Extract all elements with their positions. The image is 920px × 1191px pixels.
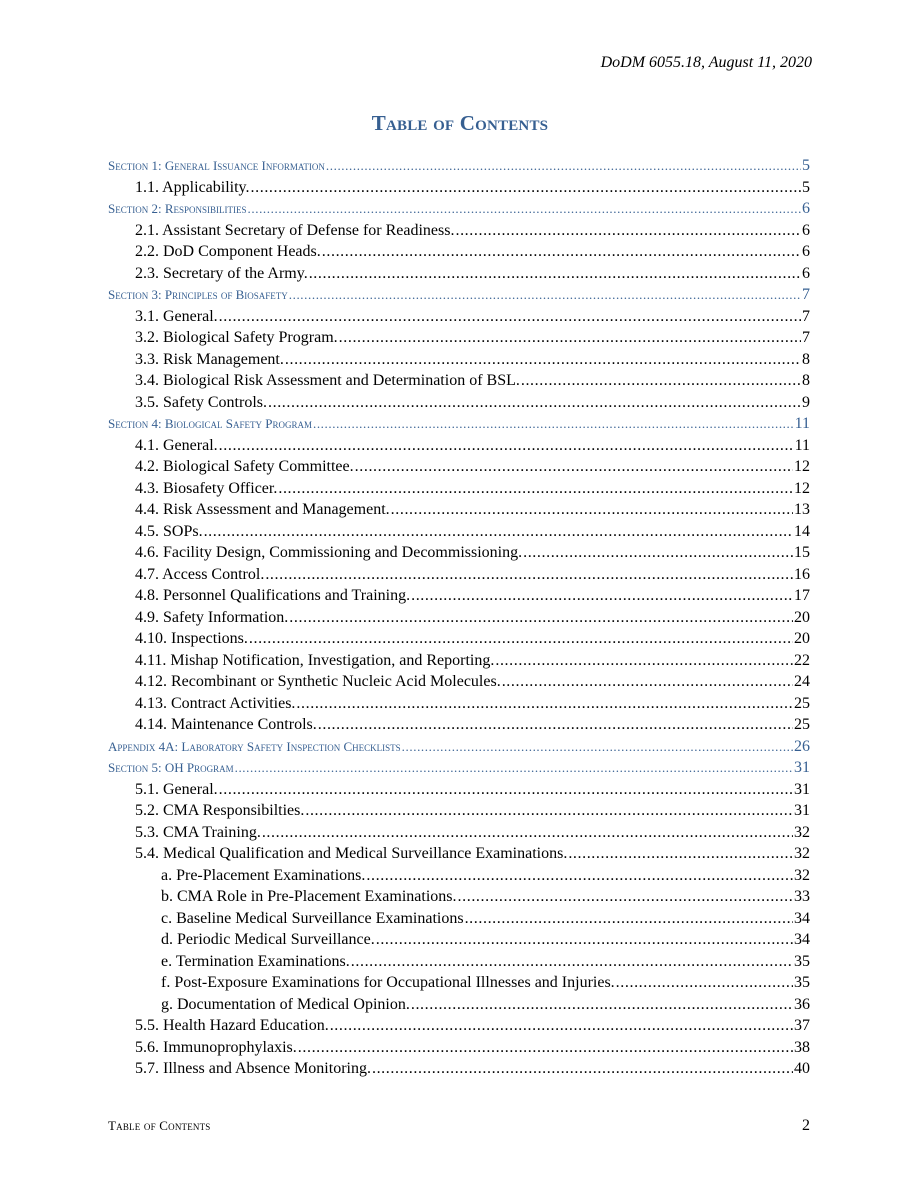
toc-entry-page: 25 xyxy=(794,716,810,733)
toc-entry-label: Section 1: General Issuance Information xyxy=(108,158,325,173)
toc-leader-dots xyxy=(495,650,793,672)
toc-entry-page: 31 xyxy=(794,802,810,819)
toc-entry-page: 36 xyxy=(794,995,810,1013)
toc-leader-dots xyxy=(568,843,793,865)
toc-entry-page: 6 xyxy=(802,264,810,282)
toc-leader-dots xyxy=(289,607,793,629)
toc-entry-page: 32 xyxy=(794,866,810,884)
toc-leader-dots xyxy=(219,435,794,457)
toc-entry-label: 2.3. Secretary of the Army. xyxy=(135,264,308,282)
toc-entry-page: 16 xyxy=(794,565,810,583)
toc-entry-page: 31 xyxy=(794,759,810,776)
toc-entry-page: 20 xyxy=(794,630,810,647)
toc-entry-label: 4.7. Access Control. xyxy=(135,565,265,583)
toc-entry-page: 11 xyxy=(794,436,810,454)
toc-entry-page: 6 xyxy=(802,243,810,260)
toc-entry-page: 9 xyxy=(802,393,810,411)
toc-entry-page: 22 xyxy=(794,651,810,669)
toc-subsection-entry[interactable] xyxy=(108,1058,810,1080)
toc-leader-dots xyxy=(219,306,801,328)
toc-leader-dots xyxy=(309,263,801,285)
toc-entry-page: 24 xyxy=(794,673,810,690)
toc-section-entry[interactable] xyxy=(108,736,810,758)
toc-entry-label: b. CMA Role in Pre-Placement Examinations. xyxy=(161,888,457,905)
toc-subsection-entry[interactable] xyxy=(108,585,810,607)
toc-entry-label: g. Documentation of Medical Opinion. xyxy=(161,995,410,1013)
toc-entry-page: 7 xyxy=(802,329,810,346)
toc-entry-label: 4.13. Contract Activities. xyxy=(135,694,296,712)
toc-subsection-entry[interactable] xyxy=(108,177,810,199)
toc-subsection-entry[interactable] xyxy=(108,822,810,844)
toc-entry-page: 7 xyxy=(802,307,810,325)
toc-entry-label: 2.1. Assistant Secretary of Defense for Readiness. xyxy=(135,221,455,239)
toc-item-entry[interactable] xyxy=(108,929,810,951)
toc-leader-dots xyxy=(366,865,793,887)
toc-leader-dots xyxy=(265,564,793,586)
toc-leader-dots xyxy=(251,177,801,199)
toc-leader-dots xyxy=(355,456,793,478)
toc-entry-label: a. Pre-Placement Examinations. xyxy=(161,866,366,884)
toc-entry-page: 40 xyxy=(794,1060,810,1077)
toc-entry-page: 35 xyxy=(794,952,810,970)
toc-section-entry[interactable] xyxy=(108,413,810,435)
toc-entry-label: 4.4. Risk Assessment and Management. xyxy=(135,501,390,518)
toc-item-entry[interactable] xyxy=(108,908,810,930)
toc-leader-dots xyxy=(322,241,801,263)
toc-entry-label: 5.6. Immunoprophylaxis. xyxy=(135,1038,297,1056)
toc-item-entry[interactable] xyxy=(108,886,810,908)
toc-entry-label: 4.14. Maintenance Controls. xyxy=(135,716,317,733)
toc-leader-dots xyxy=(521,370,801,392)
toc-entry-label: 3.1. General. xyxy=(135,307,218,325)
toc-leader-dots xyxy=(278,478,793,500)
toc-section-entry[interactable] xyxy=(108,155,810,177)
toc-entry-label: 4.6. Facility Design, Commissioning and Decommissioning. xyxy=(135,544,523,561)
toc-leader-dots xyxy=(235,757,793,779)
toc-subsection-entry[interactable] xyxy=(108,1037,810,1059)
toc-entry-label: f. Post-Exposure Examinations for Occupational Illnesses and Injuries. xyxy=(161,974,615,991)
toc-leader-dots xyxy=(298,1037,793,1059)
toc-leader-dots xyxy=(458,886,793,908)
toc-leader-dots xyxy=(616,972,793,994)
toc-entry-page: 32 xyxy=(794,845,810,862)
toc-leader-dots xyxy=(411,585,793,607)
toc-subsection-entry[interactable] xyxy=(108,714,810,736)
toc-entry-label: 5.1. General. xyxy=(135,780,218,798)
toc-entry-label: 5.7. Illness and Absence Monitoring. xyxy=(135,1060,371,1077)
toc-leader-dots xyxy=(330,1015,793,1037)
toc-entry-page: 12 xyxy=(794,458,810,475)
toc-leader-dots xyxy=(318,714,793,736)
toc-subsection-entry[interactable] xyxy=(108,564,810,586)
toc-entry-label: 1.1. Applicability. xyxy=(135,178,250,196)
toc-subsection-entry[interactable] xyxy=(108,370,810,392)
toc-entry-page: 17 xyxy=(794,587,810,604)
toc-entry-page: 8 xyxy=(802,350,810,368)
toc-entry-page: 13 xyxy=(794,501,810,518)
toc-entry-label: 3.3. Risk Management. xyxy=(135,350,284,368)
toc-entry-page: 12 xyxy=(794,479,810,497)
toc-entry-page: 32 xyxy=(794,823,810,841)
toc-leader-dots xyxy=(339,327,801,349)
toc-subsection-entry[interactable] xyxy=(108,349,810,371)
toc-entry-label: Appendix 4A: Laboratory Safety Inspection Checklists xyxy=(108,738,401,754)
toc-entry-label: Section 4: Biological Safety Program xyxy=(108,416,312,431)
toc-leader-dots xyxy=(465,908,793,930)
toc-item-entry[interactable] xyxy=(108,865,810,887)
toc-subsection-entry[interactable] xyxy=(108,843,810,865)
toc-entry-label: c. Baseline Medical Surveillance Examinations xyxy=(161,909,464,927)
toc-leader-dots xyxy=(502,671,793,693)
toc-entry-page: 5 xyxy=(802,178,810,196)
toc-subsection-entry[interactable] xyxy=(108,779,810,801)
toc-leader-dots xyxy=(523,542,793,564)
toc-subsection-entry[interactable] xyxy=(108,478,810,500)
toc-leader-dots xyxy=(285,349,801,371)
toc-entry-page: 33 xyxy=(794,888,810,905)
toc-leader-dots xyxy=(296,693,793,715)
toc-subsection-entry[interactable] xyxy=(108,628,810,650)
toc-subsection-entry[interactable] xyxy=(108,542,810,564)
table-of-contents xyxy=(108,155,810,1080)
toc-entry-label: 4.2. Biological Safety Committee. xyxy=(135,458,354,475)
toc-item-entry[interactable] xyxy=(108,972,810,994)
toc-entry-label: 4.1. General. xyxy=(135,436,218,454)
toc-entry-page: 6 xyxy=(802,221,810,239)
toc-leader-dots xyxy=(249,628,793,650)
toc-entry-page: 11 xyxy=(794,415,810,432)
toc-leader-dots xyxy=(219,779,793,801)
toc-entry-label: 5.2. CMA Responsibilties. xyxy=(135,802,305,819)
toc-entry-page: 8 xyxy=(802,372,810,389)
toc-entry-label: 5.3. CMA Training. xyxy=(135,823,261,841)
toc-entry-page: 38 xyxy=(794,1038,810,1056)
toc-leader-dots xyxy=(376,929,793,951)
toc-entry-label: Section 5: OH Program xyxy=(108,760,234,775)
toc-entry-label: Section 3: Principles of Biosafety xyxy=(108,287,288,302)
toc-subsection-entry[interactable] xyxy=(108,220,810,242)
toc-item-entry[interactable] xyxy=(108,994,810,1016)
toc-entry-label: 4.10. Inspections. xyxy=(135,630,248,647)
toc-leader-dots xyxy=(313,413,794,435)
toc-leader-dots xyxy=(326,155,801,177)
toc-entry-label: e. Termination Examinations. xyxy=(161,952,350,970)
toc-entry-page: 34 xyxy=(794,931,810,948)
toc-leader-dots xyxy=(372,1058,793,1080)
toc-entry-label: 3.5. Safety Controls. xyxy=(135,393,267,411)
toc-entry-label: Section 2: Responsibilities xyxy=(108,201,247,216)
toc-subsection-entry[interactable] xyxy=(108,800,810,822)
toc-entry-label: 4.3. Biosafety Officer. xyxy=(135,479,278,497)
toc-leader-dots xyxy=(305,800,793,822)
toc-leader-dots xyxy=(351,951,793,973)
toc-leader-dots xyxy=(204,521,793,543)
toc-entry-label: 4.12. Recombinant or Synthetic Nucleic Acid Molecules. xyxy=(135,673,501,690)
toc-subsection-entry[interactable] xyxy=(108,607,810,629)
toc-subsection-entry[interactable] xyxy=(108,241,810,263)
toc-leader-dots xyxy=(268,392,801,414)
toc-entry-label: 4.5. SOPs. xyxy=(135,522,203,540)
toc-leader-dots xyxy=(411,994,793,1016)
toc-leader-dots xyxy=(391,499,793,521)
footer-label: Table of Contents xyxy=(108,1118,211,1133)
toc-entry-page: 7 xyxy=(802,286,810,303)
toc-subsection-entry[interactable] xyxy=(108,693,810,715)
toc-entry-page: 20 xyxy=(794,608,810,626)
toc-section-entry[interactable] xyxy=(108,757,810,779)
toc-subsection-entry[interactable] xyxy=(108,327,810,349)
toc-subsection-entry[interactable] xyxy=(108,435,810,457)
toc-leader-dots xyxy=(262,822,793,844)
toc-subsection-entry[interactable] xyxy=(108,671,810,693)
toc-entry-label: 2.2. DoD Component Heads. xyxy=(135,243,321,260)
toc-subsection-entry[interactable] xyxy=(108,1015,810,1037)
toc-section-entry[interactable] xyxy=(108,198,810,220)
toc-entry-page: 15 xyxy=(794,544,810,561)
toc-section-entry[interactable] xyxy=(108,284,810,306)
toc-entry-page: 34 xyxy=(794,909,810,927)
toc-subsection-entry[interactable] xyxy=(108,306,810,328)
toc-subsection-entry[interactable] xyxy=(108,456,810,478)
toc-leader-dots xyxy=(455,220,801,242)
toc-subsection-entry[interactable] xyxy=(108,521,810,543)
toc-entry-label: 4.8. Personnel Qualifications and Training. xyxy=(135,587,411,604)
toc-entry-page: 14 xyxy=(794,522,810,540)
document-reference: DoDM 6055.18, August 11, 2020 xyxy=(600,54,812,71)
toc-subsection-entry[interactable] xyxy=(108,392,810,414)
toc-leader-dots xyxy=(289,284,801,306)
toc-entry-label: 3.2. Biological Safety Program. xyxy=(135,329,338,346)
toc-entry-label: 3.4. Biological Risk Assessment and Determination of BSL. xyxy=(135,372,520,389)
toc-subsection-entry[interactable] xyxy=(108,499,810,521)
toc-entry-label: 4.11. Mishap Notification, Investigation, and Reporting. xyxy=(135,651,495,669)
page-title: Table of Contents xyxy=(371,111,549,135)
toc-entry-page: 25 xyxy=(794,694,810,712)
page-number: 2 xyxy=(802,1117,810,1134)
toc-entry-page: 31 xyxy=(794,780,810,798)
toc-entry-page: 37 xyxy=(794,1017,810,1034)
toc-entry-label: d. Periodic Medical Surveillance. xyxy=(161,931,375,948)
toc-entry-label: 5.4. Medical Qualification and Medical Surveillance Examinations. xyxy=(135,845,568,862)
toc-item-entry[interactable] xyxy=(108,951,810,973)
toc-leader-dots xyxy=(402,736,793,758)
toc-entry-page: 5 xyxy=(802,157,810,174)
toc-subsection-entry[interactable] xyxy=(108,650,810,672)
toc-entry-page: 6 xyxy=(802,200,810,217)
toc-entry-label: 4.9. Safety Information. xyxy=(135,608,289,626)
toc-entry-page: 35 xyxy=(794,974,810,991)
toc-entry-label: 5.5. Health Hazard Education. xyxy=(135,1017,329,1034)
toc-entry-page: 26 xyxy=(794,737,810,755)
toc-leader-dots xyxy=(248,198,801,220)
toc-subsection-entry[interactable] xyxy=(108,263,810,285)
